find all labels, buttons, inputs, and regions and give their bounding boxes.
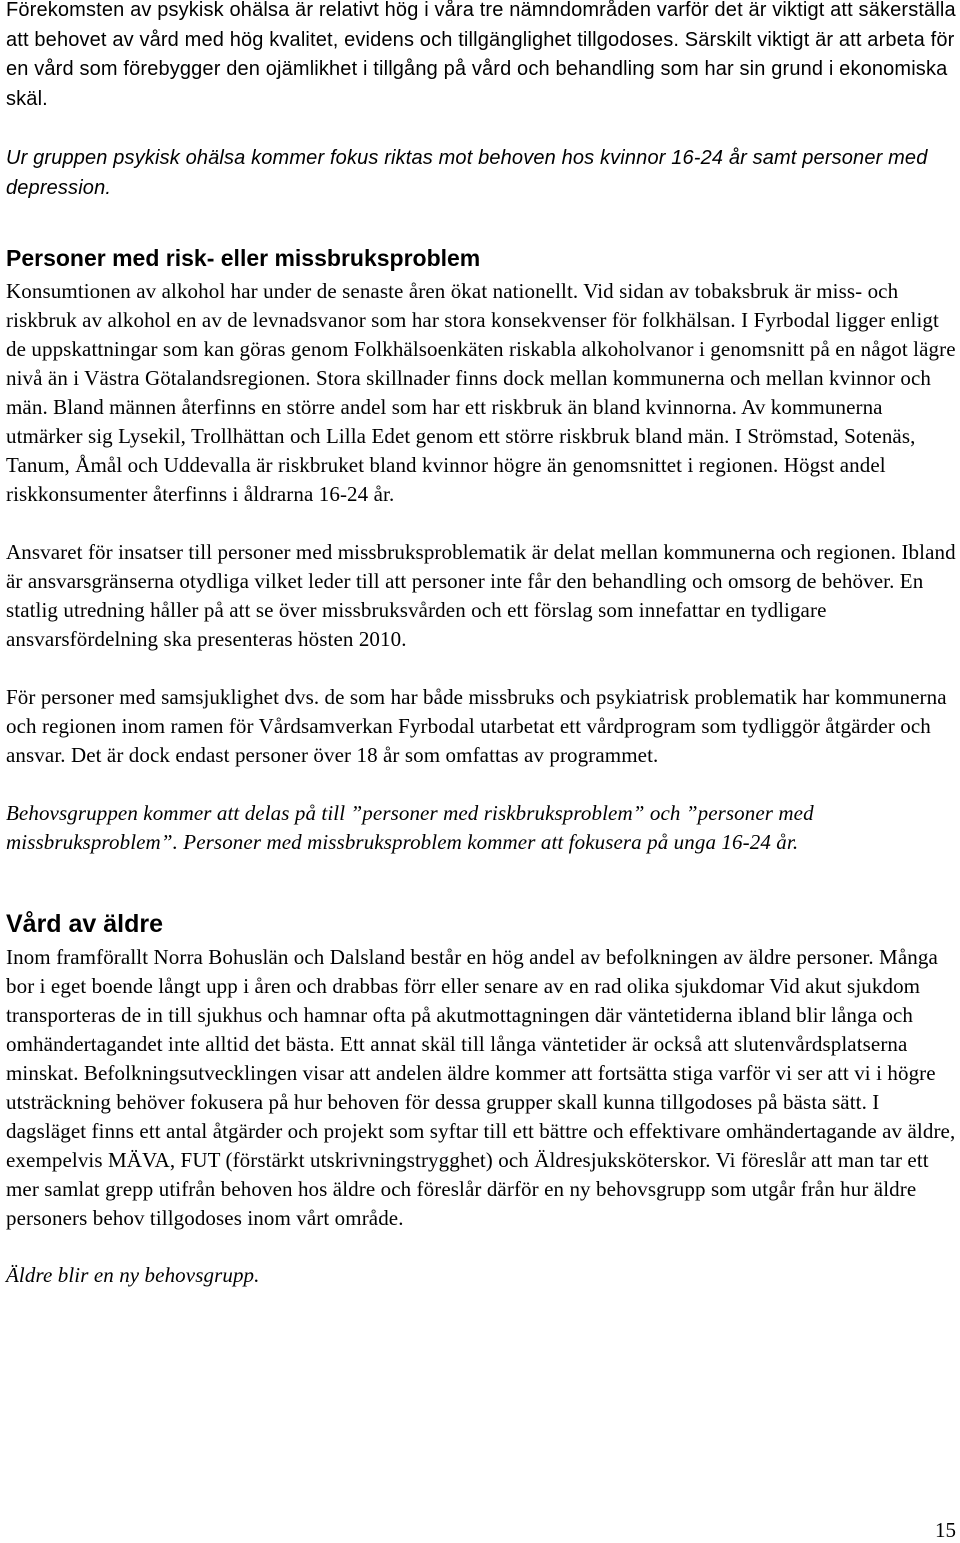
page-number: 15 [935,1518,956,1542]
document-page [6,0,958,1290]
risk-conclusion: Behovsgruppen kommer att delas på till ”personer med riskbruksproblem” och ”personer med missbruksproblem”. Personer med missbruksproblem kommer att fokusera på unga 16-24 år. [6,801,814,854]
risk-paragraph-2: Ansvaret för insatser till personer med missbruksproblematik är delat mellan kommunerna och regionen. Ibland är ansvarsgränserna otydliga vilket leder till att personer inte får den behandling och omsorg de behöver. En statlig utredning håller på att se över missbruksvården och ett förslag som innefattar en tydligare ansvarsfördelning ska presenteras hösten 2010. [6,540,956,651]
section-heading-aldre: Vård av äldre [6,910,164,938]
intro-paragraph: Förekomsten av psykisk ohälsa är relativt hög i våra tre nämndområden varför det är viktigt att säkerställa att behovet av vård med hög kvalitet, evidens och tillgänglighet tillgodoses. Särskilt viktigt är att arbeta för en vård som förebygger den ojämlikhet i tillgång på vård och behandling som har sin grund i ekonomiska skäl. [6,0,956,110]
section-heading-risk: Personer med risk- eller missbruksproblem [6,245,481,271]
intro-focus-note: Ur gruppen psykisk ohälsa kommer fokus riktas mot behoven hos kvinnor 16-24 år samt personer med depression. [6,147,928,199]
risk-paragraph-1: Konsumtionen av alkohol har under de senaste åren ökat nationellt. Vid sidan av tobaksbruk är miss- och riskbruk av alkohol en av de levnadsvanor som har stora konsekvenser för folkhälsan. I Fyrbodal ligger enligt de uppskattningar som kan göras genom Folkhälsoenkäten riskabla alkoholvanor i genomsnitt på en något lägre nivå än i Västra Götalandsregionen. Stora skillnader finns dock mellan kommunerna och mellan kvinnor och män. Bland männen återfinns en större andel som har ett riskbruk än bland kvinnorna. Av kommunerna utmärker sig Lysekil, Trollhättan och Lilla Edet genom ett större riskbruk bland män. I Strömstad, Sotenäs, Tanum, Åmål och Uddevalla är riskbruket bland kvinnor högre än genomsnittet i regionen. Högst andel riskkonsumenter återfinns i åldrarna 16-24 år. [6,279,956,506]
aldre-paragraph: Inom framförallt Norra Bohuslän och Dalsland består en hög andel av befolkningen av äldre personer. Många bor i eget boende långt upp i åren och drabbas förr eller senare av en rad olika sjukdomar Vid akut sjukdom transporteras de in till sjukhus och hamnar ofta på akutmottagningen där väntetiderna ibland blir långa och omhändertagandet inte alltid det bästa. Ett annat skäl till långa väntetider är också att slutenvårdsplatserna minskat. Befolkningsutvecklingen visar att andelen äldre kommer att fortsätta stiga varför vi ser att vi i högre utsträckning behöver fokusera på hur behoven för dessa grupper skall kunna tillgodoses på bästa sätt. I dagsläget finns ett antal åtgärder och projekt som syftar till ett bättre och effektivare omhändertagande av äldre, exempelvis MÄVA, FUT (förstärkt utskrivningstrygghet) och Äldresjuksköterskor. Vi föreslår att man tar ett mer samlat grepp utifrån behoven hos äldre och föreslår därför en ny behovsgrupp som utgår från hur äldre personers behov tillgodoses inom vårt område. [6,945,956,1230]
aldre-conclusion: Äldre blir en ny behovsgrupp. [6,1263,260,1287]
risk-paragraph-3: För personer med samsjuklighet dvs. de som har både missbruks och psykiatrisk problematik har kommunerna och regionen inom ramen för Vårdsamverkan Fyrbodal utarbetat ett vårdprogram som tydliggör åtgärder och ansvar. Det är dock endast personer över 18 år som omfattas av programmet. [6,685,947,767]
